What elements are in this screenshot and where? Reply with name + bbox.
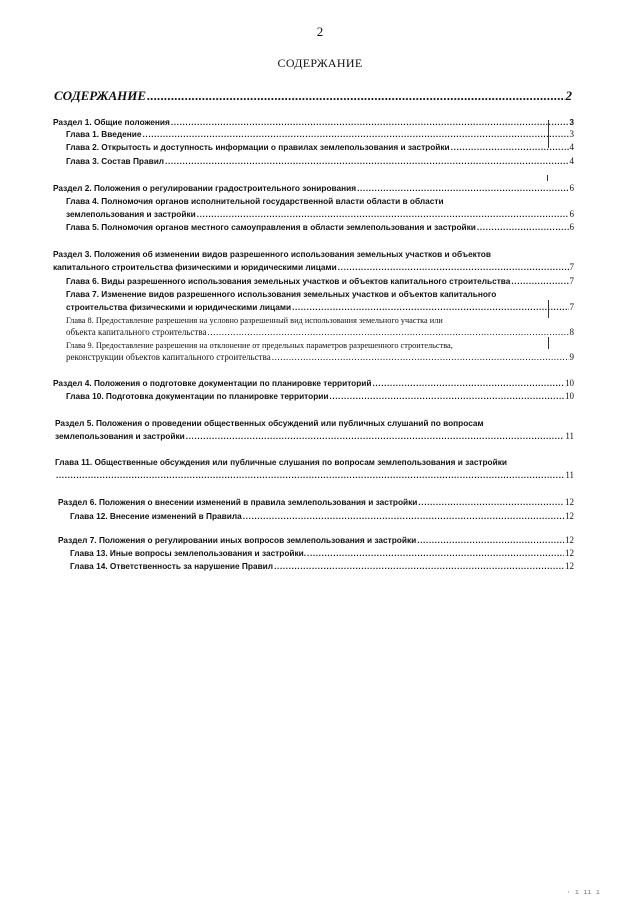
entry-page: 3 [569,117,574,127]
toc-entry-section-5-line-1[interactable]: Раздел 5. Положения о проведении общественных обсуждений или публичных слушаний по вопросам [55,418,484,428]
entry-title: Глава 6. Виды разрешенного использования земельных участков и объектов капитального строительства [66,276,511,286]
page-number: 2 [316,24,324,39]
leader-dots [338,262,569,273]
toc-entry-chapter-13[interactable] [70,548,574,559]
entry-page: 6 [569,209,574,219]
leader-dots [511,276,568,287]
entry-page: 10 [565,391,574,401]
leader-dots [417,535,564,546]
entry-page: 12 [565,548,574,558]
toc-entry-section-1[interactable] [53,117,574,128]
entry-page: 7 [569,262,574,272]
leader-dots [357,183,568,194]
leader-dots [186,431,565,442]
leader-dots [292,302,568,313]
entry-title: землепользования и застройки [55,431,185,441]
toc-entry-section-2[interactable] [53,183,574,194]
entry-title: Глава 1. Введение [66,129,142,139]
toc-entry-chapter-9[interactable] [66,352,574,363]
entry-title: Раздел 1. Общие положения [53,117,170,127]
entry-title: Глава 12. Внесение изменений в Правила [70,511,242,521]
entry-title: Раздел 7. Положения о регулировании иных вопросов землепользования и застройки [58,535,417,545]
toc-entry-chapter-11-line-1[interactable]: Глава 11. Общественные обсуждения или публичные слушания по вопросам землепользования и застройки [55,457,507,467]
leader-dots [197,209,569,220]
toc-entry-section-3[interactable] [53,262,574,273]
leader-dots [451,142,569,153]
entry-page: 12 [565,497,574,507]
entry-title: Глава 5. Полномочия органов местного самоуправления в области землепользования и застройки [66,222,476,232]
leader-dots [418,497,564,508]
leader-dots [147,88,564,104]
scan-artifact-mark [548,120,549,148]
entry-page: 12 [565,561,574,571]
toc-entry-section-4[interactable] [53,378,574,389]
toc-title[interactable] [54,88,572,104]
leader-dots [171,117,568,128]
entry-page: 6 [569,183,574,193]
entry-title: Глава 2. Открытость и доступность информации о правилах землепользования и застройки [66,142,450,152]
entry-title: объекта капитального строительства [66,327,207,337]
toc-entry-chapter-4-line-1[interactable]: Глава 4. Полномочия органов исполнительной государственной власти области в области [66,196,444,206]
entry-page: 4 [569,156,574,166]
leader-dots [143,129,569,140]
entry-title: строительства физическими и юридическими лицами [66,302,292,312]
entry-page: 9 [569,352,574,362]
footer-mark: · ı ıı ı [566,889,600,897]
document-heading: СОДЕРЖАНИЕ [277,56,363,70]
toc-title-page: 2 [565,88,572,103]
entry-title: Глава 13. Иные вопросы землепользования и застройки. [70,548,307,558]
toc-entry-chapter-1[interactable] [66,129,574,140]
entry-page: 7 [569,276,574,286]
entry-page: 10 [565,378,574,388]
entry-title: реконструкции объектов капитального строительства [66,352,271,362]
toc-entry-chapter-6[interactable] [66,276,574,287]
toc-entry-chapter-9-line-1[interactable]: Глава 9. Предоставление разрешения на отклонение от предельных параметров разрешенного строительства, [66,341,453,350]
toc-entry-chapter-3[interactable] [66,156,574,167]
toc-title-text: СОДЕРЖАНИЕ [54,88,147,103]
leader-dots [207,327,568,338]
toc-entry-chapter-8[interactable] [66,327,574,338]
entry-title: Раздел 4. Положения о подготовке документации по планировке территорий [53,378,372,388]
entry-page: 8 [569,327,574,337]
leader-dots [274,561,564,572]
toc-entry-chapter-10[interactable] [66,391,574,402]
toc-entry-section-3-line-1[interactable]: Раздел 3. Положения об изменении видов разрешенного использования земельных участков и объектов [53,249,491,259]
entry-title: Глава 3. Состав Правил [66,156,165,166]
entry-page: 12 [565,511,574,521]
leader-dots [165,156,568,167]
scan-artifact-mark [548,300,549,318]
leader-dots [329,391,564,402]
toc-entry-section-5[interactable] [55,431,574,442]
toc-entry-chapter-11[interactable] [55,470,574,481]
entry-title: Раздел 2. Положения о регулировании градостроительного зонирования [53,183,357,193]
leader-dots [56,470,564,481]
toc-entry-section-6[interactable] [58,497,574,508]
toc-entry-chapter-8-line-1[interactable]: Глава 8. Предоставление разрешения на условно разрешенный вид использования земельного участка или [66,316,443,325]
toc-entry-chapter-4[interactable] [66,209,574,220]
entry-page: 11 [565,431,574,441]
leader-dots [272,352,569,363]
leader-dots [477,222,569,233]
toc-entry-chapter-7-line-1[interactable]: Глава 7. Изменение видов разрешенного использования земельных участков и объектов капитального [66,289,497,299]
entry-title: Раздел 6. Положения о внесении изменений в правила землепользования и застройки [58,497,418,507]
toc-entry-chapter-5[interactable] [66,222,574,233]
entry-title: землепользования и застройки [66,209,196,219]
scan-artifact-mark [548,337,549,349]
leader-dots [243,511,564,522]
entry-page: 7 [569,302,574,312]
toc-entry-chapter-14[interactable] [70,561,574,572]
entry-title: Глава 14. Ответственность за нарушение Правил [70,561,274,571]
entry-page: 11 [565,470,574,480]
leader-dots [307,548,564,559]
toc-entry-chapter-12[interactable] [70,511,574,522]
entry-page: 4 [569,142,574,152]
toc-entry-section-7[interactable] [58,535,574,546]
toc-entry-chapter-2[interactable] [66,142,574,153]
entry-title: Глава 10. Подготовка документации по планировке территории [66,391,329,401]
entry-title: капитального строительства физическими и юридическими лицами [53,262,337,272]
toc-entry-chapter-7[interactable] [66,302,574,313]
entry-page: 12 [565,535,574,545]
leader-dots [373,378,565,389]
scan-artifact-mark [547,175,548,181]
entry-page: 3 [569,129,574,139]
entry-page: 6 [569,222,574,232]
